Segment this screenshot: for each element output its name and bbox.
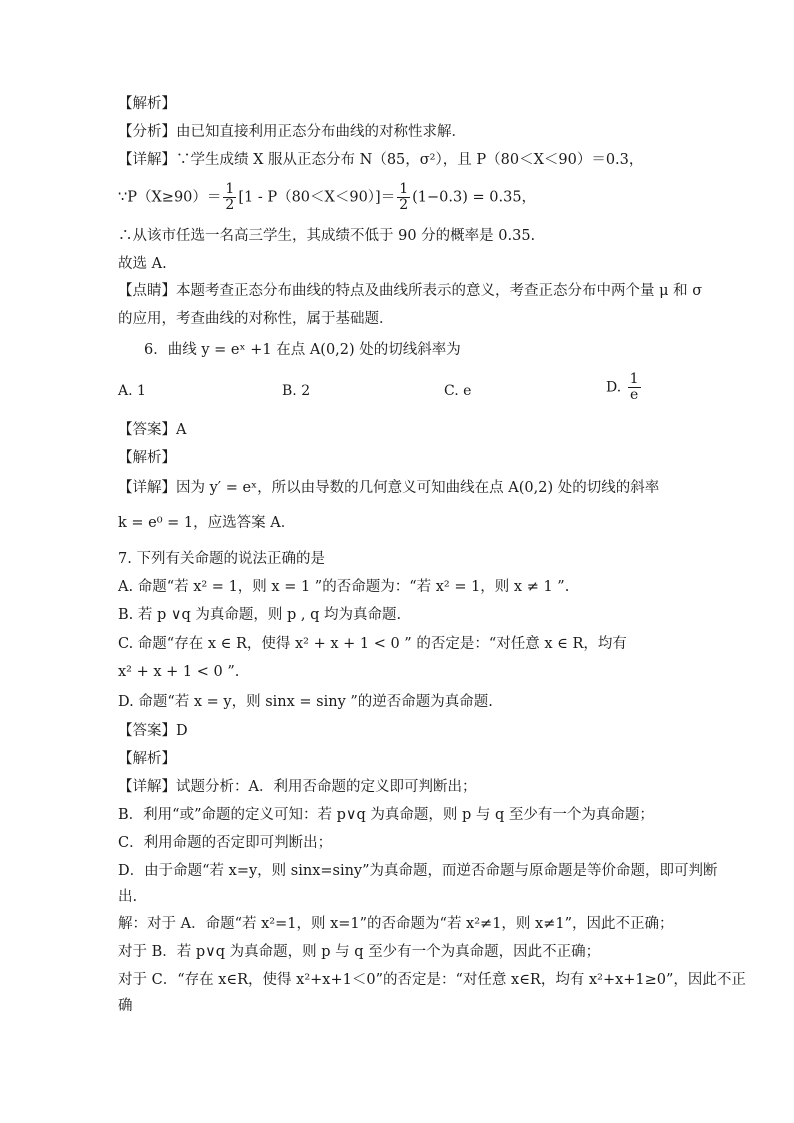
q5-xiangjie-line2 xyxy=(118,182,536,213)
q5-dianjing-2: 的应用，考查曲线的对称性，属于基础题． xyxy=(118,311,394,327)
q5-analysis-header: 【解析】 xyxy=(118,96,176,112)
q6-xiangjie-2: k = e⁰ = 1，应选答案 A． xyxy=(118,515,296,531)
q7-solution-c-cont: 确 xyxy=(118,998,133,1014)
frac-num: 1 xyxy=(225,181,235,197)
q7-xiangjie-1: 【详解】试题分析：A．利用否命题的定义即可判断出； xyxy=(118,779,477,795)
q7-option-c-line1: C. 命题“存在 x ∈ R，使得 x² + x + 1 < 0 ” 的否定是：“对任意 x ∈ R，均有 xyxy=(118,636,627,652)
q7-option-b: B. 若 p ∨q 为真命题，则 p , q 均为真命题. xyxy=(118,607,402,623)
frac-den: e xyxy=(629,387,639,403)
q6-stem: 6．曲线 y = eˣ +1 在点 A(0,2) 处的切线斜率为 xyxy=(144,342,461,358)
q7-option-a: A. 命题“若 x² = 1，则 x = 1 ”的否命题为：“若 x² = 1，则 x ≠ 1 ”. xyxy=(118,579,570,595)
q6-option-c: C. e xyxy=(444,383,472,399)
q7-solution-c: 对于 C．“存在 x∈R，使得 x²+x+1＜0”的否定是：“对任意 x∈R，均有 x²+x+1≥0”，因此不正 xyxy=(118,972,746,988)
q6-option-b: B. 2 xyxy=(282,383,311,399)
q5-fraction-half-1 xyxy=(223,182,236,213)
q7-xiangjie-3: C．利用命题的否定即可判断出； xyxy=(118,835,333,851)
q6-analysis-header: 【解析】 xyxy=(118,450,176,466)
q5-dianjing-1: 【点睛】本题考查正态分布曲线的特点及曲线所表示的意义，考查正态分布中两个量 μ 和 σ xyxy=(118,283,703,299)
frac-num: 1 xyxy=(399,181,409,197)
q5-choice: 故选 A. xyxy=(118,256,167,272)
q5-fenxi: 【分析】由已知直接利用正态分布曲线的对称性求解． xyxy=(118,124,466,140)
q5-xiangjie-line1: 【详解】∵学生成绩 X 服从正态分布 N（85，σ²），且 P（80＜X＜90）＝0.3， xyxy=(118,152,644,168)
q6-xiangjie-1: 【详解】因为 y′ = eˣ，所以由导数的几何意义可知曲线在点 A(0,2) 处的切线的斜率 xyxy=(118,480,660,496)
q5-fraction-half-2 xyxy=(397,182,410,213)
q6-answer: 【答案】A xyxy=(118,422,187,438)
q6-option-d-fraction xyxy=(628,372,641,403)
q5-conclusion: ∴从该市任选一名高三学生，其成绩不低于 90 分的概率是 0.35. xyxy=(118,228,536,244)
q7-option-c-line2: x² + x + 1 < 0 ”. xyxy=(118,664,240,680)
q7-option-d: D. 命题“若 x = y，则 sinx = siny ”的逆否命题为真命题. xyxy=(118,694,493,710)
q7-solution-b: 对于 B．若 p∨q 为真命题，则 p 与 q 至少有一个为真命题，因此不正确； xyxy=(118,944,601,960)
frac-num: 1 xyxy=(629,371,639,387)
q7-analysis-header: 【解析】 xyxy=(118,751,176,767)
q7-xiangjie-2: B．利用“或”命题的定义可知：若 p∨q 为真命题，则 p 与 q 至少有一个为真命题； xyxy=(118,807,654,823)
q7-xiangjie-4: D．由于命题“若 x=y，则 sinx=siny”为真命题，而逆否命题与原命题是等价命题，即可判断 xyxy=(118,863,718,879)
q6-option-d-label: D. xyxy=(606,379,622,396)
q7-solution-a: 解：对于 A．命题“若 x²=1，则 x=1”的否命题为“若 x²≠1，则 x≠1”，因此不正确； xyxy=(118,916,674,932)
q6-option-d xyxy=(606,372,643,403)
frac-den: 2 xyxy=(225,197,235,213)
q5-line2-pre: ∵P（X≥90）＝ xyxy=(118,189,222,206)
q5-line2-post: (1−0.3) = 0.35， xyxy=(412,189,537,206)
q6-option-a: A. 1 xyxy=(118,383,146,399)
q7-stem: 7. 下列有关命题的说法正确的是 xyxy=(118,551,325,567)
q7-xiangjie-5: 出. xyxy=(118,889,138,905)
frac-den: 2 xyxy=(399,197,409,213)
q7-answer: 【答案】D xyxy=(118,723,188,739)
q5-line2-mid: [1 - P（80＜X＜90）]＝ xyxy=(238,189,396,206)
